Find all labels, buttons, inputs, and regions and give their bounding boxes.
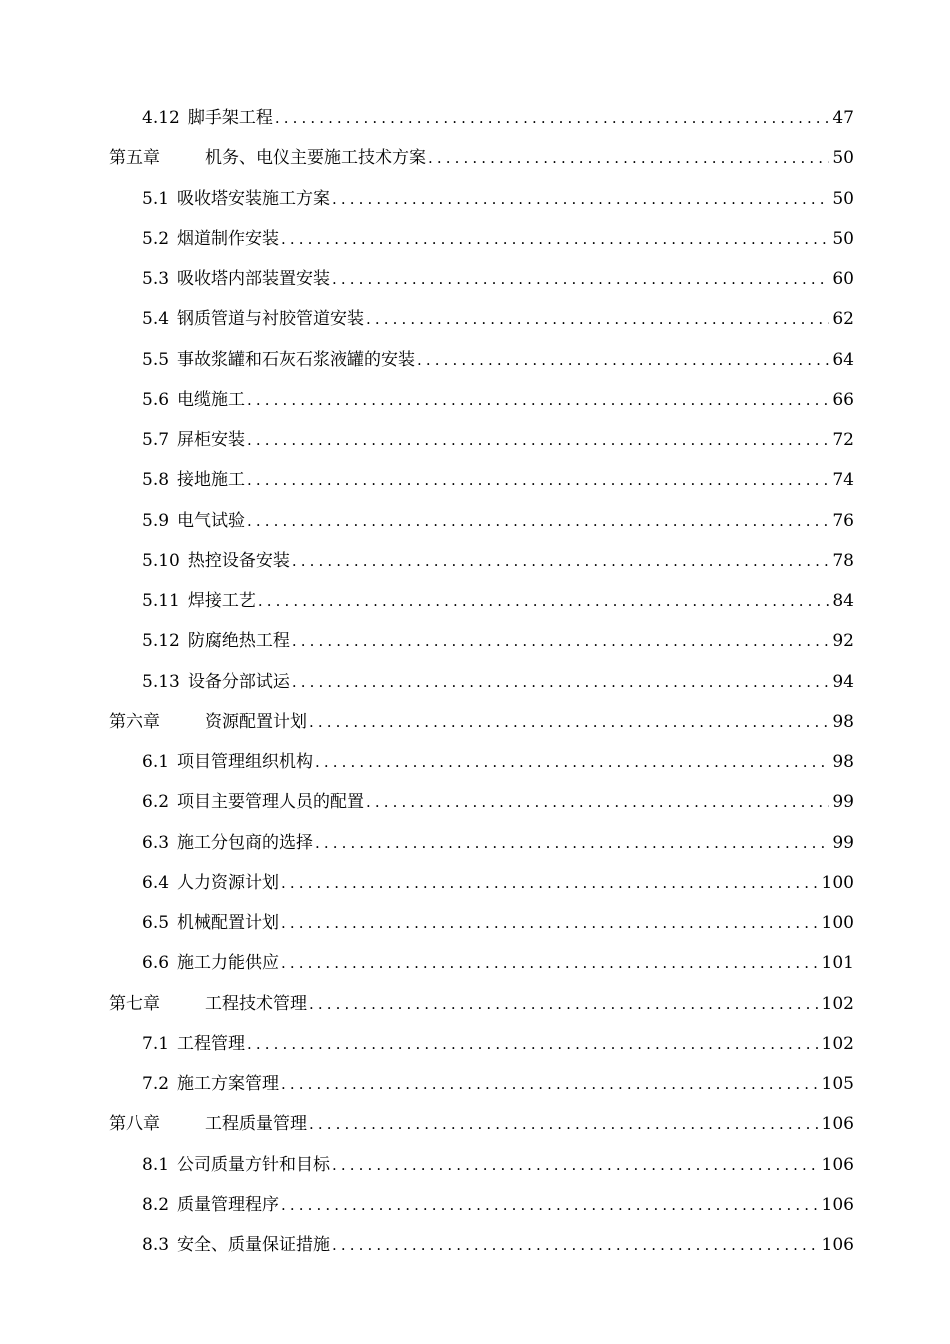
toc-entry-page-number: 106 — [821, 1194, 854, 1215]
toc-section-entry[interactable] — [0, 662, 950, 702]
toc-section-entry[interactable] — [0, 98, 950, 138]
toc-entry-page-number: 102 — [821, 993, 854, 1014]
toc-entry-title: 安全、质量保证措施 — [177, 1235, 331, 1255]
toc-chapter-entry[interactable] — [0, 984, 950, 1024]
toc-entry-title: 电缆施工 — [177, 389, 246, 410]
toc-entry-title: 工程技术管理 — [205, 993, 307, 1014]
toc-entry-title: 焊接工艺 — [187, 591, 256, 611]
toc-entry-number: 5.12 — [142, 631, 180, 652]
toc-dot-leader — [247, 501, 829, 541]
toc-entry-number: 6.4 — [142, 872, 170, 893]
toc-dot-leader — [332, 259, 829, 299]
toc-entry-number: 第七章 — [109, 993, 160, 1014]
toc-entry-number: 5.4 — [142, 309, 170, 330]
toc-dot-leader — [281, 863, 819, 903]
toc-section-entry[interactable] — [0, 541, 950, 581]
toc-dot-leader — [281, 219, 829, 259]
toc-entry-number: 5.11 — [142, 591, 180, 611]
toc-section-entry[interactable] — [0, 179, 950, 219]
toc-entry-page-number: 92 — [832, 631, 854, 652]
toc-entry-title: 资源配置计划 — [205, 711, 307, 732]
toc-section-entry[interactable] — [0, 259, 950, 299]
toc-dot-leader — [366, 782, 829, 822]
toc-entry-title: 电气试验 — [177, 510, 246, 531]
toc-dot-leader — [332, 1225, 819, 1265]
toc-entry-title: 热控设备安装 — [187, 550, 290, 571]
toc-section-entry[interactable] — [0, 501, 950, 541]
toc-dot-leader — [247, 1024, 819, 1064]
toc-entry-title: 机务、电仪主要施工技术方案 — [205, 148, 426, 169]
toc-dot-leader — [309, 984, 819, 1024]
toc-entry-title: 脚手架工程 — [187, 108, 273, 128]
toc-dot-leader — [366, 299, 829, 339]
toc-entry-title: 接地施工 — [177, 470, 246, 491]
toc-entry-title: 防腐绝热工程 — [187, 631, 290, 652]
toc-entry-page-number: 100 — [821, 872, 854, 893]
toc-dot-leader — [428, 138, 829, 178]
toc-entry-page-number: 64 — [832, 349, 854, 370]
toc-entry-page-number: 99 — [832, 832, 854, 853]
toc-section-entry[interactable] — [0, 340, 950, 380]
toc-entry-number: 8.1 — [142, 1154, 170, 1175]
toc-entry-number: 5.7 — [142, 430, 170, 450]
toc-dot-leader — [315, 823, 829, 863]
toc-entry-page-number: 66 — [832, 389, 854, 410]
toc-entry-number: 第六章 — [109, 711, 160, 732]
toc-dot-leader — [417, 340, 829, 380]
toc-entry-number: 5.10 — [142, 550, 180, 571]
toc-entry-title: 设备分部试运 — [187, 671, 290, 692]
toc-entry-page-number: 84 — [832, 591, 854, 611]
toc-entry-title: 事故浆罐和石灰石浆液罐的安装 — [177, 349, 416, 370]
toc-dot-leader — [281, 1185, 819, 1225]
toc-entry-number: 8.2 — [142, 1194, 170, 1215]
toc-entry-number: 第五章 — [109, 148, 160, 169]
toc-chapter-entry[interactable] — [0, 702, 950, 742]
toc-entry-number: 6.6 — [142, 953, 170, 974]
toc-entry-title: 项目管理组织机构 — [177, 752, 314, 772]
toc-entry-title: 项目主要管理人员的配置 — [177, 792, 365, 813]
toc-dot-leader — [247, 380, 829, 420]
toc-section-entry[interactable] — [0, 943, 950, 983]
toc-section-entry[interactable] — [0, 1185, 950, 1225]
toc-entry-page-number: 60 — [832, 269, 854, 289]
toc-entry-page-number: 74 — [832, 470, 854, 491]
toc-section-entry[interactable] — [0, 219, 950, 259]
toc-chapter-entry[interactable] — [0, 1104, 950, 1144]
toc-entry-title: 屏柜安装 — [177, 430, 246, 450]
toc-entry-page-number: 50 — [832, 228, 854, 249]
toc-entry-page-number: 99 — [832, 792, 854, 813]
toc-entry-page-number: 47 — [832, 108, 854, 128]
toc-dot-leader — [247, 420, 829, 460]
toc-entry-title: 工程质量管理 — [205, 1114, 307, 1135]
toc-entry-title: 施工力能供应 — [177, 953, 280, 974]
toc-entry-page-number: 101 — [821, 953, 854, 974]
toc-section-entry[interactable] — [0, 742, 950, 782]
toc-section-entry[interactable] — [0, 863, 950, 903]
toc-entry-page-number: 50 — [832, 188, 854, 209]
toc-dot-leader — [332, 179, 829, 219]
toc-entry-number: 5.9 — [142, 510, 170, 531]
toc-dot-leader — [309, 1104, 819, 1144]
toc-entry-title: 吸收塔内部装置安装 — [177, 269, 331, 289]
toc-section-entry[interactable] — [0, 1064, 950, 1104]
toc-dot-leader — [315, 742, 829, 782]
toc-entry-title: 烟道制作安装 — [177, 228, 280, 249]
toc-entry-number: 6.2 — [142, 792, 170, 813]
toc-dot-leader — [275, 98, 830, 138]
toc-entry-number: 4.12 — [142, 108, 180, 128]
toc-entry-title: 人力资源计划 — [177, 872, 280, 893]
toc-entry-page-number: 94 — [832, 671, 854, 692]
toc-entry-page-number: 106 — [821, 1235, 854, 1255]
toc-entry-number: 6.3 — [142, 832, 170, 853]
toc-entry-number: 5.3 — [142, 269, 170, 289]
toc-section-entry[interactable] — [0, 1024, 950, 1064]
toc-entry-page-number: 50 — [832, 148, 854, 169]
toc-entry-number: 第八章 — [109, 1114, 160, 1135]
table-of-contents — [0, 98, 950, 1265]
toc-entry-title: 质量管理程序 — [177, 1194, 280, 1215]
toc-entry-number: 5.6 — [142, 389, 170, 410]
toc-entry-title: 施工方案管理 — [177, 1074, 280, 1094]
toc-entry-page-number: 106 — [821, 1114, 854, 1135]
toc-section-entry[interactable] — [0, 460, 950, 500]
toc-entry-page-number: 98 — [832, 711, 854, 732]
toc-section-entry[interactable] — [0, 1145, 950, 1185]
toc-dot-leader — [332, 1145, 819, 1185]
toc-entry-page-number: 62 — [832, 309, 854, 330]
toc-entry-title: 钢质管道与衬胶管道安装 — [177, 309, 365, 330]
toc-section-entry[interactable] — [0, 903, 950, 943]
toc-entry-number: 5.13 — [142, 671, 180, 692]
toc-section-entry[interactable] — [0, 420, 950, 460]
toc-entry-number: 5.5 — [142, 349, 170, 370]
toc-dot-leader — [281, 1064, 819, 1104]
toc-entry-number: 6.1 — [142, 752, 170, 772]
toc-entry-page-number: 100 — [821, 913, 854, 933]
toc-entry-title: 吸收塔安装施工方案 — [177, 188, 331, 209]
toc-section-entry[interactable] — [0, 782, 950, 822]
toc-dot-leader — [258, 581, 830, 621]
toc-entry-title: 施工分包商的选择 — [177, 832, 314, 853]
toc-section-entry[interactable] — [0, 581, 950, 621]
toc-entry-number: 8.3 — [142, 1235, 170, 1255]
toc-entry-title: 公司质量方针和目标 — [177, 1154, 331, 1175]
toc-entry-number: 5.2 — [142, 228, 170, 249]
toc-dot-leader — [281, 903, 819, 943]
toc-entry-page-number: 78 — [832, 550, 854, 571]
toc-dot-leader — [309, 702, 829, 742]
toc-entry-page-number: 105 — [821, 1074, 854, 1094]
toc-entry-page-number: 76 — [832, 510, 854, 531]
toc-entry-title: 工程管理 — [177, 1033, 246, 1054]
toc-dot-leader — [281, 943, 819, 983]
toc-entry-number: 6.5 — [142, 913, 170, 933]
toc-entry-title: 机械配置计划 — [177, 913, 280, 933]
toc-dot-leader — [247, 460, 829, 500]
toc-entry-number: 7.2 — [142, 1074, 170, 1094]
toc-entry-page-number: 72 — [832, 430, 854, 450]
toc-dot-leader — [292, 621, 830, 661]
toc-section-entry[interactable] — [0, 380, 950, 420]
toc-entry-page-number: 98 — [832, 752, 854, 772]
toc-dot-leader — [292, 541, 830, 581]
toc-section-entry[interactable] — [0, 823, 950, 863]
toc-dot-leader — [292, 662, 830, 702]
toc-entry-page-number: 106 — [821, 1154, 854, 1175]
toc-entry-number: 5.1 — [142, 188, 170, 209]
toc-entry-number: 5.8 — [142, 470, 170, 491]
toc-section-entry[interactable] — [0, 299, 950, 339]
toc-entry-number: 7.1 — [142, 1033, 170, 1054]
toc-entry-page-number: 102 — [821, 1033, 854, 1054]
toc-section-entry[interactable] — [0, 1225, 950, 1265]
toc-section-entry[interactable] — [0, 621, 950, 661]
toc-chapter-entry[interactable] — [0, 138, 950, 178]
